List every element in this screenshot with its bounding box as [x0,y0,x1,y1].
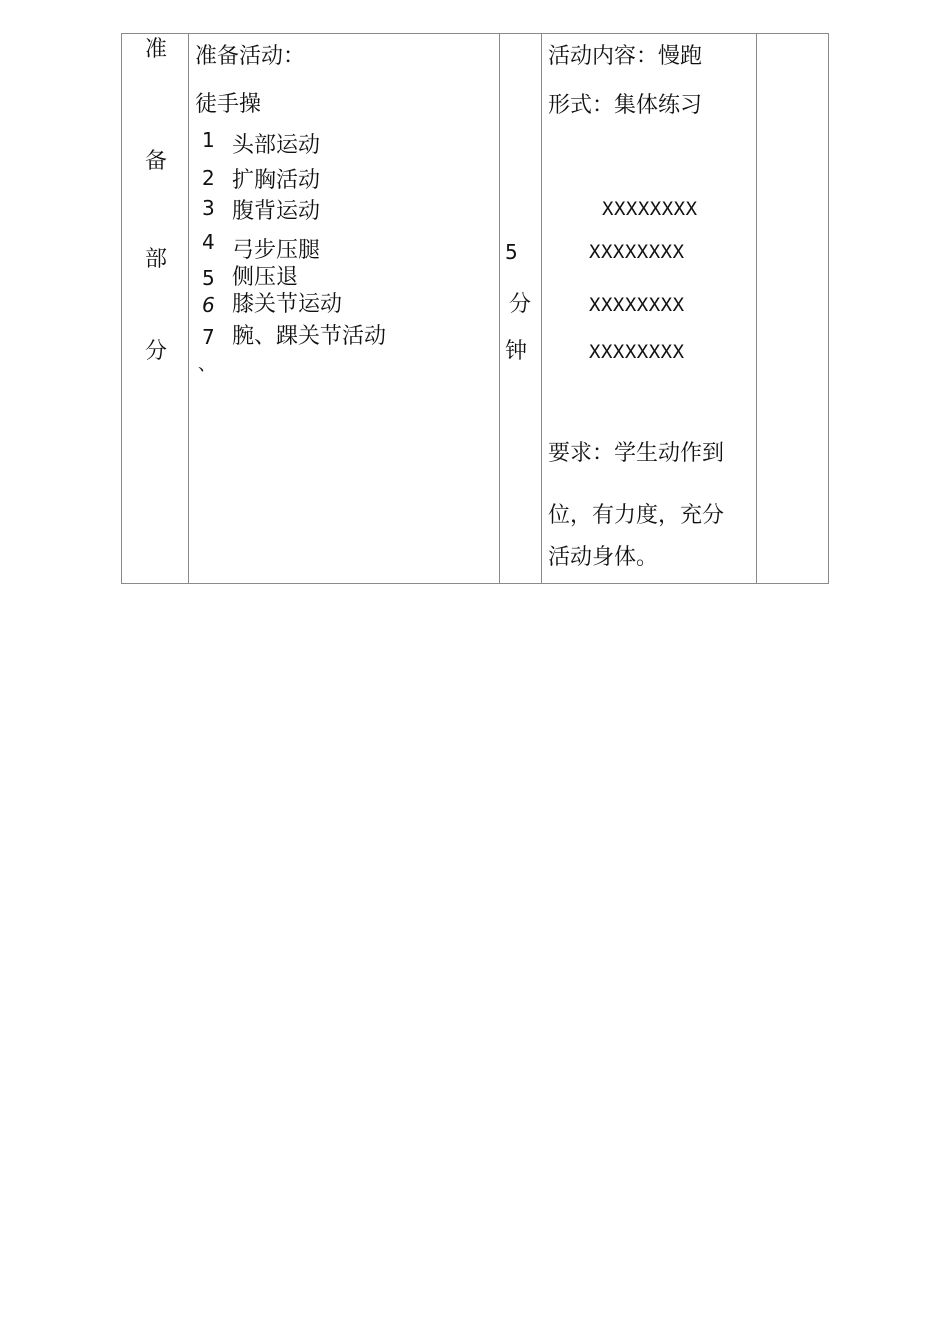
item-text: 头部运动 [232,133,321,158]
lesson-plan-table [121,33,829,584]
item-number: 4 [202,230,215,254]
requirement-line: 位，有力度，充分 [548,503,725,528]
column-divider [188,34,189,583]
section-char: 分 [145,339,168,364]
column-divider [541,34,542,583]
item-number: 2 [202,166,215,190]
item-number: 5 [202,266,215,290]
time-unit-char: 钟 [505,339,528,364]
column-divider [499,34,500,583]
item-text: 腹背运动 [232,199,321,224]
column-divider [756,34,757,583]
formation-row: XXXXXXXX [589,341,685,363]
trailing-mark: 、 [198,354,216,375]
time-unit-char: 分 [509,292,532,317]
item-number: 1 [202,128,215,152]
requirement-line: 要求：学生动作到 [548,441,725,466]
item-text: 腕、踝关节活动 [232,324,387,349]
formation-row: XXXXXXXX [589,294,685,316]
item-text: 膝关节运动 [232,292,343,317]
formation-row: XXXXXXXX [589,241,685,263]
item-text: 侧压退 [232,265,299,290]
item-number: 3 [202,196,215,220]
item-number: 6 [202,293,215,317]
activity-content: 活动内容：慢跑 [548,44,703,69]
item-number: 7 [202,325,215,349]
item-text: 弓步压腿 [232,238,321,263]
section-char: 部 [145,247,168,272]
item-text: 扩胸活动 [232,168,321,193]
requirement-line: 活动身体。 [548,545,659,570]
activity-heading: 准备活动： [195,44,306,69]
activity-subheading: 徒手操 [195,92,262,117]
time-value: 5 [505,240,518,264]
formation-row: XXXXXXXX [602,198,698,220]
activity-form: 形式：集体练习 [548,93,703,118]
section-char: 备 [145,149,168,174]
section-char: 准 [145,37,168,62]
